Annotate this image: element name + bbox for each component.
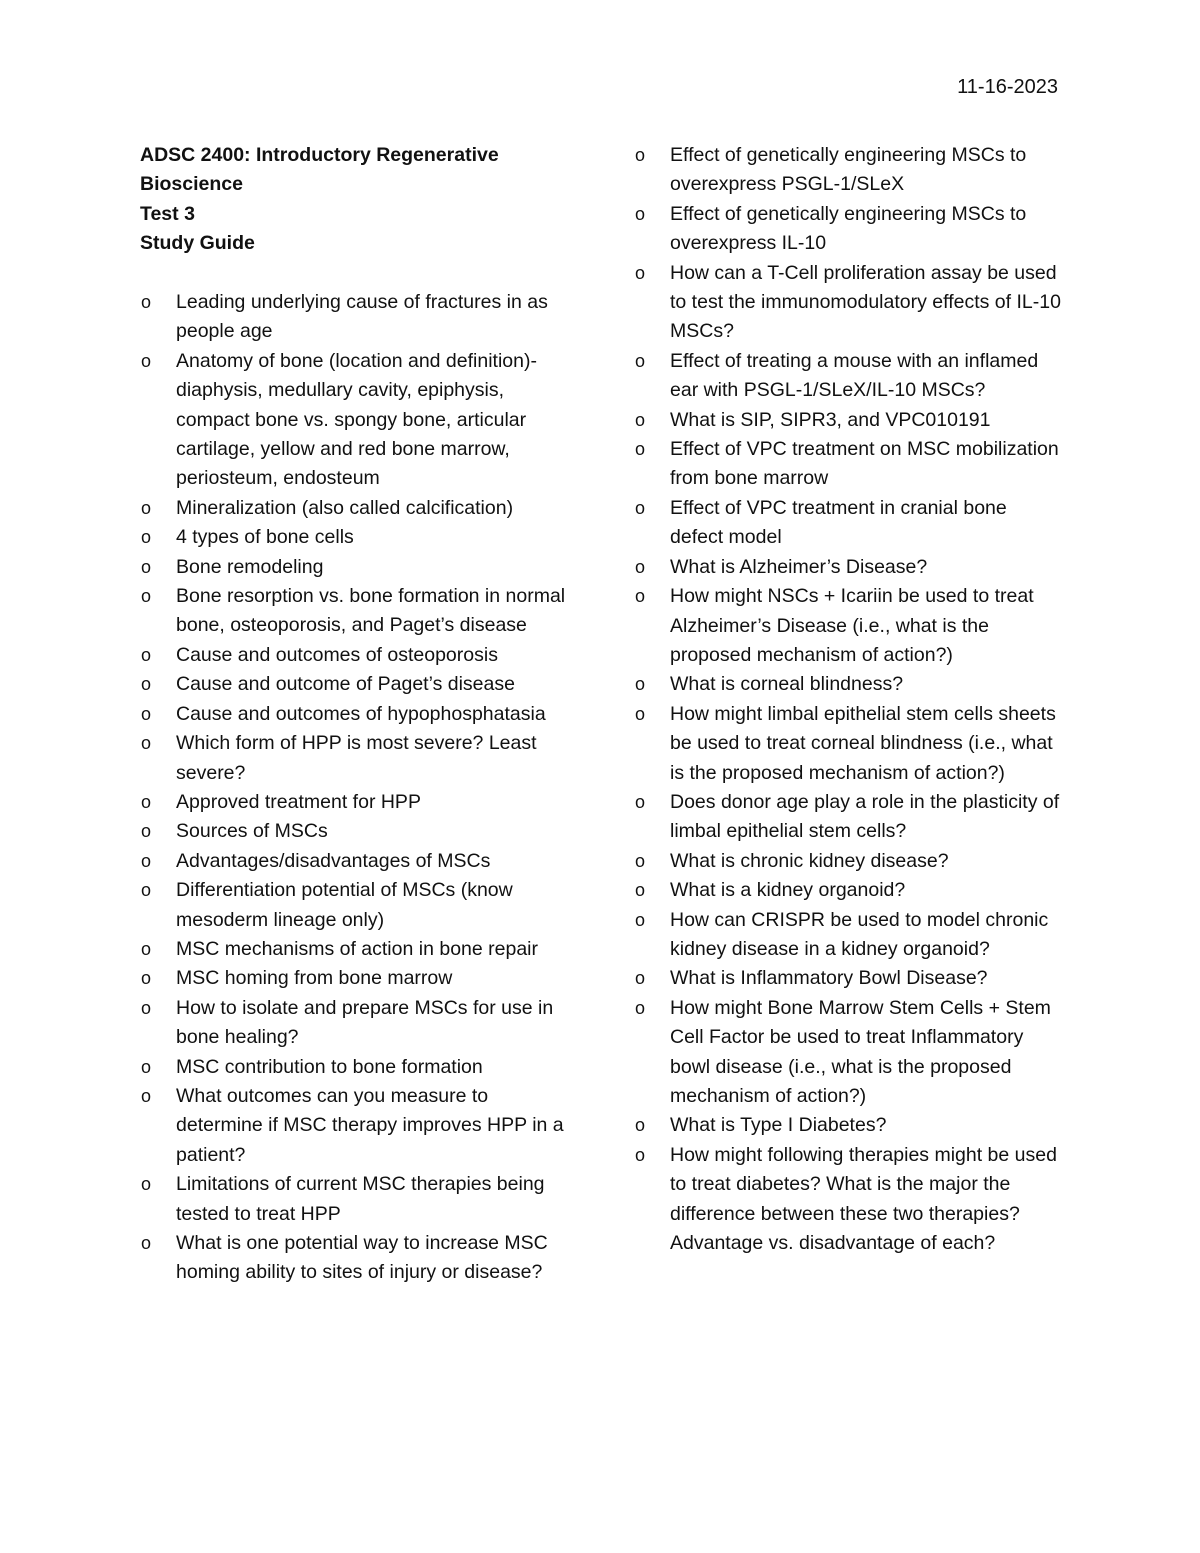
study-topic-item	[140, 523, 568, 552]
bullet-icon: o	[141, 791, 152, 812]
study-topic-text: MSC homing from bone marrow	[176, 967, 453, 990]
study-topic-text: Effect of genetically engineering MSCs to overexpress IL-10	[670, 202, 1027, 255]
bullet-icon: o	[141, 880, 152, 901]
study-topic-item	[140, 847, 568, 876]
study-topic-item	[140, 788, 568, 817]
bullet-icon: o	[635, 1115, 646, 1136]
study-topic-item	[140, 994, 568, 1053]
study-topic-text: What is Alzheimer’s Disease?	[670, 555, 928, 578]
study-topic-text: Sources of MSCs	[176, 820, 328, 843]
study-topic-text: Effect of genetically engineering MSCs to overexpress PSGL-1/SLeX	[670, 144, 1027, 196]
bullet-icon: o	[141, 850, 152, 871]
study-topic-item	[634, 553, 1064, 582]
study-topic-item	[634, 200, 1064, 259]
bullet-icon: o	[141, 644, 152, 665]
study-topic-item	[634, 670, 1064, 699]
bullet-icon: o	[635, 350, 646, 371]
study-topic-text: Leading underlying cause of fractures in as people age	[176, 291, 548, 343]
study-topic-item	[634, 964, 1064, 993]
bullet-icon: o	[635, 791, 646, 812]
bullet-icon: o	[635, 880, 646, 901]
bullet-icon: o	[141, 1174, 152, 1195]
study-topic-item	[634, 847, 1064, 876]
study-topic-item	[140, 817, 568, 846]
study-topic-text: What is one potential way to increase MSC homing ability to sites of injury or disease?	[176, 1232, 548, 1284]
study-topic-item	[140, 288, 568, 347]
bullet-icon: o	[141, 821, 152, 842]
study-topic-item	[634, 347, 1064, 406]
title-line-test: Test 3	[140, 202, 195, 225]
bullet-icon: o	[141, 350, 152, 371]
study-topic-text: Effect of VPC treatment in cranial bone defect model	[670, 496, 1007, 549]
study-topic-text: Advantages/disadvantages of MSCs	[176, 849, 491, 872]
bullet-icon: o	[635, 674, 646, 695]
bullet-icon: o	[635, 203, 646, 224]
study-topic-item	[140, 700, 568, 729]
study-topic-text: Differentiation potential of MSCs (know mesoderm lineage only)	[176, 879, 513, 931]
bullet-icon: o	[141, 586, 152, 607]
study-topic-item	[140, 347, 568, 494]
bullet-icon: o	[635, 409, 646, 430]
bullet-icon: o	[635, 1144, 646, 1165]
study-topic-item	[140, 553, 568, 582]
study-topic-text: What is a kidney organoid?	[670, 879, 906, 902]
document-title	[140, 141, 568, 259]
bullet-icon: o	[635, 497, 646, 518]
bullet-icon: o	[141, 703, 152, 724]
study-topic-text: Limitations of current MSC therapies being tested to treat HPP	[176, 1173, 545, 1225]
study-topic-text: How might limbal epithelial stem cells sheets be used to treat corneal blindness (i.e., what is the proposed mechanism of action?)	[670, 702, 1056, 784]
bullet-icon: o	[141, 497, 152, 518]
study-topic-text: 4 types of bone cells	[176, 526, 354, 549]
study-topic-text: What outcomes can you measure to determine if MSC therapy improves HPP in a patient?	[176, 1084, 564, 1166]
study-topic-item	[634, 994, 1064, 1112]
document-date: 11-16-2023	[957, 76, 1058, 98]
study-topic-text: Cause and outcomes of hypophosphatasia	[176, 702, 546, 725]
study-topic-text: What is Type I Diabetes?	[670, 1114, 887, 1137]
study-topic-text: How might Bone Marrow Stem Cells + Stem Cell Factor be used to treat Inflammatory bowl disease (i.e., what is the proposed mechanism of action?)	[670, 996, 1051, 1107]
bullet-icon: o	[635, 850, 646, 871]
study-topic-item	[634, 435, 1064, 494]
study-topic-item	[140, 1053, 568, 1082]
study-topic-text: How to isolate and prepare MSCs for use in bone healing?	[176, 996, 554, 1049]
study-topic-item	[140, 935, 568, 964]
bullet-icon: o	[635, 586, 646, 607]
study-topic-item	[634, 1111, 1064, 1140]
study-topic-item	[634, 700, 1064, 788]
study-topic-text: Does donor age play a role in the plasticity of limbal epithelial stem cells?	[670, 790, 1060, 843]
study-topic-text: Approved treatment for HPP	[176, 790, 421, 813]
study-topic-text: Bone resorption vs. bone formation in normal bone, osteoporosis, and Paget’s disease	[176, 585, 566, 637]
study-topic-text: Bone remodeling	[176, 555, 324, 578]
left-topic-list	[140, 288, 568, 1288]
study-topic-text: Cause and outcome of Paget’s disease	[176, 673, 515, 696]
study-topic-text: Which form of HPP is most severe? Least severe?	[176, 732, 537, 784]
study-topic-text: How might NSCs + Icariin be used to treat Alzheimer’s Disease (i.e., what is the proposed mechanism of action?)	[670, 585, 1034, 666]
study-topic-text: What is corneal blindness?	[670, 673, 904, 696]
bullet-icon: o	[635, 556, 646, 577]
study-topic-text: How can CRISPR be used to model chronic kidney disease in a kidney organoid?	[670, 908, 1049, 960]
right-topic-list	[634, 141, 1064, 1258]
study-topic-item	[634, 582, 1064, 670]
study-topic-item	[140, 964, 568, 993]
study-topic-text: How can a T-Cell proliferation assay be used to test the immunomodulatory effects of IL-10 MSCs?	[670, 261, 1061, 343]
study-topic-text: Anatomy of bone (location and definition)- diaphysis, medullary cavity, epiphysis, compact bone vs. spongy bone, articular cartilage, yellow and red bone marrow, periosteum, endosteum	[176, 349, 537, 490]
bullet-icon: o	[141, 997, 152, 1018]
study-topic-text: Effect of treating a mouse with an inflamed ear with PSGL-1/SLeX/IL-10 MSCs?	[670, 349, 1039, 402]
study-topic-text: How might following therapies might be used to treat diabetes? What is the major the difference between these two therapies? Advantage vs. disadvantage of each?	[670, 1143, 1057, 1255]
study-topic-item	[140, 1082, 568, 1170]
bullet-icon: o	[635, 262, 646, 283]
study-topic-text: What is chronic kidney disease?	[670, 849, 949, 872]
study-topic-text: Effect of VPC treatment on MSC mobilization from bone marrow	[670, 438, 1059, 490]
bullet-icon: o	[635, 439, 646, 460]
study-topic-item	[140, 1170, 568, 1229]
bullet-icon: o	[635, 703, 646, 724]
study-topic-item	[634, 876, 1064, 905]
bullet-icon: o	[141, 968, 152, 989]
bullet-icon: o	[141, 1233, 152, 1254]
study-topic-item	[140, 729, 568, 788]
study-topic-item	[634, 141, 1064, 200]
bullet-icon: o	[141, 1085, 152, 1106]
title-line-course: ADSC 2400: Introductory Regenerative	[140, 144, 499, 166]
study-topic-text: MSC mechanisms of action in bone repair	[176, 937, 538, 960]
study-topic-text: Mineralization (also called calcification)	[176, 496, 514, 519]
right-column	[634, 141, 1064, 1258]
title-line-subject: Bioscience	[140, 173, 243, 196]
bullet-icon: o	[141, 292, 152, 313]
study-topic-item	[140, 876, 568, 935]
study-topic-item	[634, 1141, 1064, 1259]
study-topic-item	[140, 1229, 568, 1288]
study-topic-item	[140, 670, 568, 699]
left-column	[140, 141, 568, 1288]
bullet-icon: o	[635, 909, 646, 930]
study-topic-text: MSC contribution to bone formation	[176, 1055, 483, 1078]
study-topic-item	[140, 494, 568, 523]
study-topic-item	[140, 641, 568, 670]
bullet-icon: o	[635, 997, 646, 1018]
study-topic-item	[140, 582, 568, 641]
study-topic-text: Cause and outcomes of osteoporosis	[176, 643, 498, 666]
bullet-icon: o	[141, 556, 152, 577]
bullet-icon: o	[635, 145, 646, 165]
study-topic-item	[634, 906, 1064, 965]
bullet-icon: o	[141, 733, 152, 754]
bullet-icon: o	[635, 968, 646, 989]
title-line-guide: Study Guide	[140, 232, 255, 255]
study-topic-item	[634, 406, 1064, 435]
bullet-icon: o	[141, 1056, 152, 1077]
bullet-icon: o	[141, 674, 152, 695]
study-topic-item	[634, 494, 1064, 553]
study-topic-text: What is SIP, SIPR3, and VPC010191	[670, 408, 991, 431]
bullet-icon: o	[141, 938, 152, 959]
study-topic-item	[634, 788, 1064, 847]
bullet-icon: o	[141, 527, 152, 548]
study-topic-item	[634, 259, 1064, 347]
study-topic-text: What is Inflammatory Bowl Disease?	[670, 967, 988, 990]
